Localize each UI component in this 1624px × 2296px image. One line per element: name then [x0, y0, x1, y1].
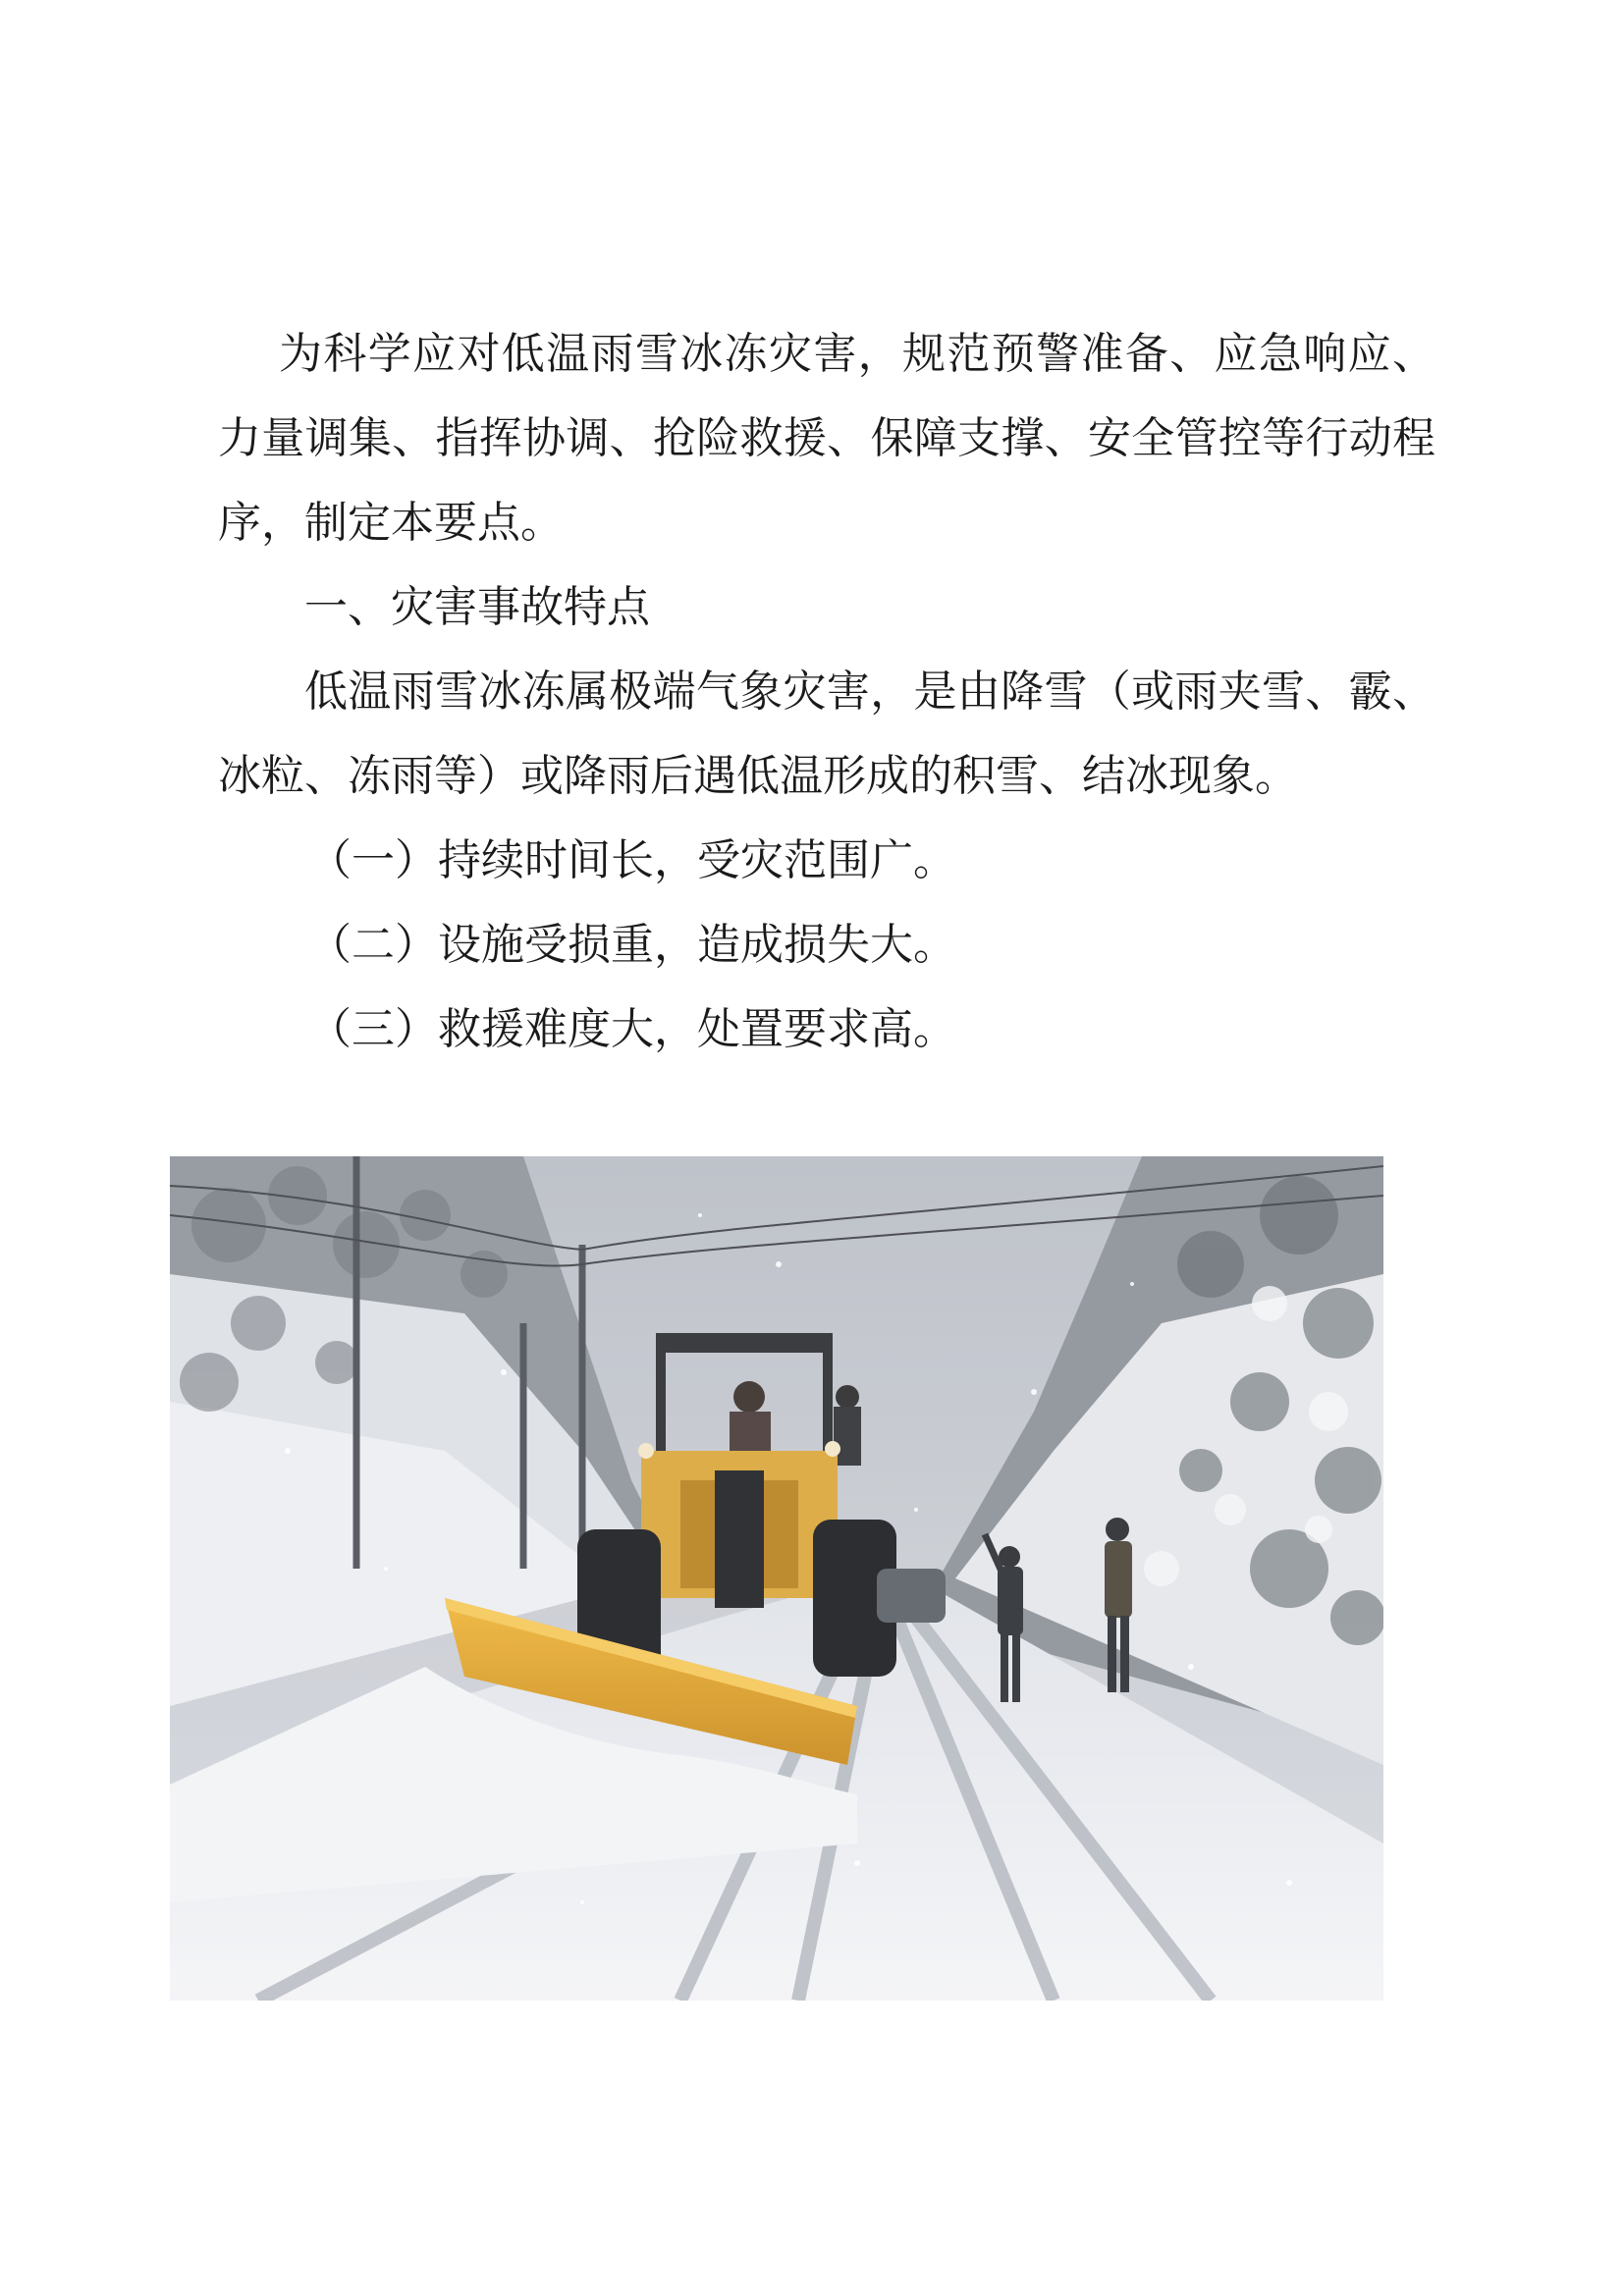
section-heading: 一、灾害事故特点 [304, 582, 650, 632]
section-description: 低温雨雪冰冻属极端气象灾害，是由降雪（或雨夹雪、霰、冰粒、冻雨等）或降雨后遇低温形成的积雪、结冰现象。 [218, 667, 1435, 801]
snow-plow-illustration [170, 1156, 1383, 2001]
list-item: （二）设施受损重，造成损失大。 [308, 920, 956, 970]
document-body [218, 312, 1435, 1072]
list-item: （三）救援难度大，处置要求高。 [308, 1004, 956, 1054]
list-item: （一）持续时间长，受灾范围广。 [308, 835, 956, 885]
intro-paragraph: 为科学应对低温雨雪冰冻灾害，规范预警准备、应急响应、力量调集、指挥协调、抢险救援、保障支撑、安全管控等行动程序，制定本要点。 [218, 329, 1435, 548]
snow-plow-photo [170, 1156, 1383, 2001]
